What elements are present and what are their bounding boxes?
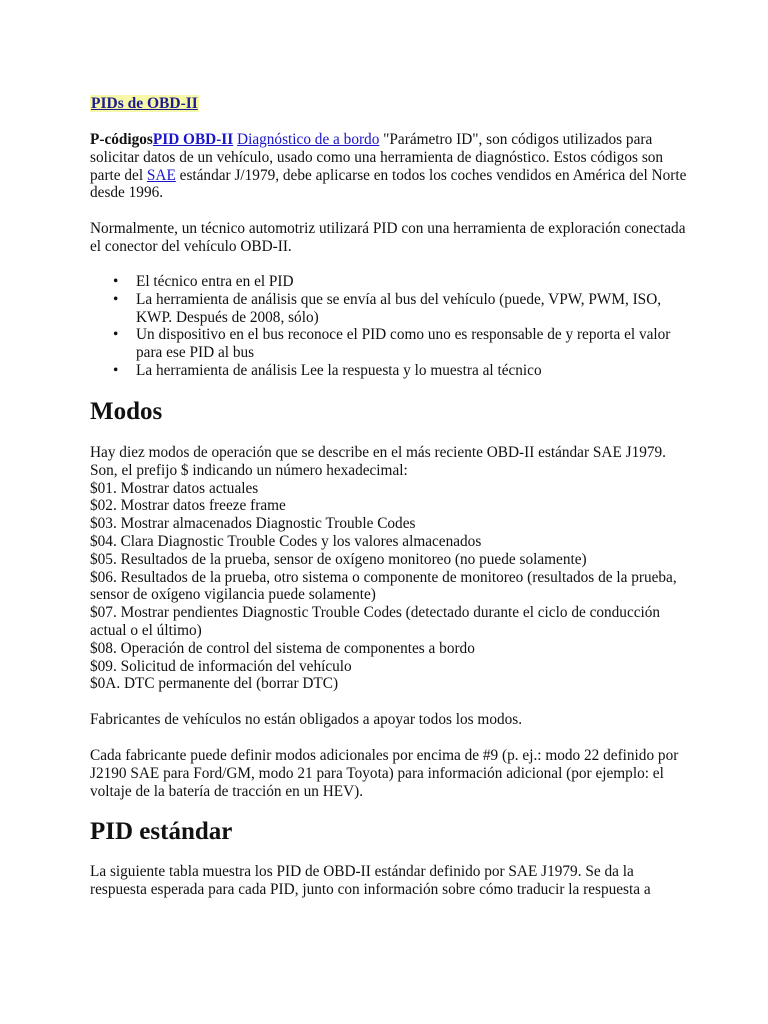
- diagnostico-link[interactable]: Diagnóstico de a bordo: [237, 131, 380, 148]
- modo-item: $09. Solicitud de información del vehículo: [90, 657, 352, 675]
- modo-item: $04. Clara Diagnostic Trouble Codes y los valores almacenados: [90, 532, 482, 550]
- technician-paragraph: Normalmente, un técnico automotriz utilizará PID con una herramienta de exploración conectada el conector del vehículo OBD-II.: [90, 220, 686, 255]
- modos-extra: Cada fabricante puede definir modos adicionales por encima de #9 (p. ej.: modo 22 definido por J2190 SAE para Ford/GM, modo 21 para Toyota) para información adicional (por ejemplo: el voltaje de la batería de tracción en un HEV).: [90, 747, 679, 800]
- modo-item: $01. Mostrar datos actuales: [90, 479, 259, 497]
- sae-link[interactable]: SAE: [146, 166, 176, 184]
- modo-item: $08. Operación de control del sistema de componentes a bordo: [90, 639, 475, 657]
- pid-obd-ii-link[interactable]: PID OBD-II: [152, 131, 234, 148]
- modo-item: $06. Resultados de la prueba, otro sistema o componente de monitoreo (resultados de la prueba, sensor de oxígeno vigilancia puede solamente): [90, 568, 677, 604]
- modo-item: $07. Mostrar pendientes Diagnostic Trouble Codes (detectado durante el ciclo de conducción actual o el último): [90, 604, 661, 639]
- pid-estandar-heading: PID estándar: [90, 818, 233, 845]
- intro-lead: P-códigos: [90, 131, 153, 148]
- list-item: • Un dispositivo en el bus reconoce el PID como uno es responsable de y reporta el valor para ese PID al bus: [136, 326, 690, 362]
- modos-paragraph: [90, 444, 690, 693]
- modo-item: $02. Mostrar datos freeze frame: [90, 497, 286, 515]
- intro-text-2: estándar J/1979, debe aplicarse en todos los coches vendidos en América del Norte desde 1996.: [90, 166, 687, 202]
- modos-note: Fabricantes de vehículos no están obligados a apoyar todos los modos.: [90, 711, 523, 728]
- list-item: • La herramienta de análisis Lee la respuesta y lo muestra al técnico: [136, 362, 690, 380]
- list-item: • El técnico entra en el PID: [136, 273, 690, 291]
- modo-item: $05. Resultados de la prueba, sensor de oxígeno monitoreo (no puede solamente): [90, 550, 587, 568]
- modo-item: $03. Mostrar almacenados Diagnostic Trouble Codes: [90, 515, 416, 533]
- modo-item: $0A. DTC permanente del (borrar DTC): [90, 675, 339, 693]
- list-item: • La herramienta de análisis que se envía al bus del vehículo (puede, VPW, PWM, ISO, KWP. Después de 2008, sólo): [136, 291, 690, 327]
- intro-paragraph: [90, 131, 690, 202]
- document-title: PIDs de OBD-II: [91, 95, 198, 112]
- intro-text-1: "Parámetro ID", son códigos utilizados para solicitar datos de un vehículo, usado como una herramienta de diagnóstico. Estos códigos son parte del: [90, 131, 664, 184]
- pid-estandar-intro: La siguiente tabla muestra los PID de OBD-II estándar definido por SAE J1979. Se da la respuesta esperada para cada PID, junto con información sobre cómo traducir la respuesta a: [90, 863, 651, 898]
- modos-intro: Hay diez modos de operación que se describe en el más reciente OBD-II estándar SAE J1979. Son, el prefijo $ indicando un número hexadecimal:: [90, 444, 666, 479]
- steps-list: [90, 273, 690, 380]
- modos-heading: Modos: [90, 398, 163, 425]
